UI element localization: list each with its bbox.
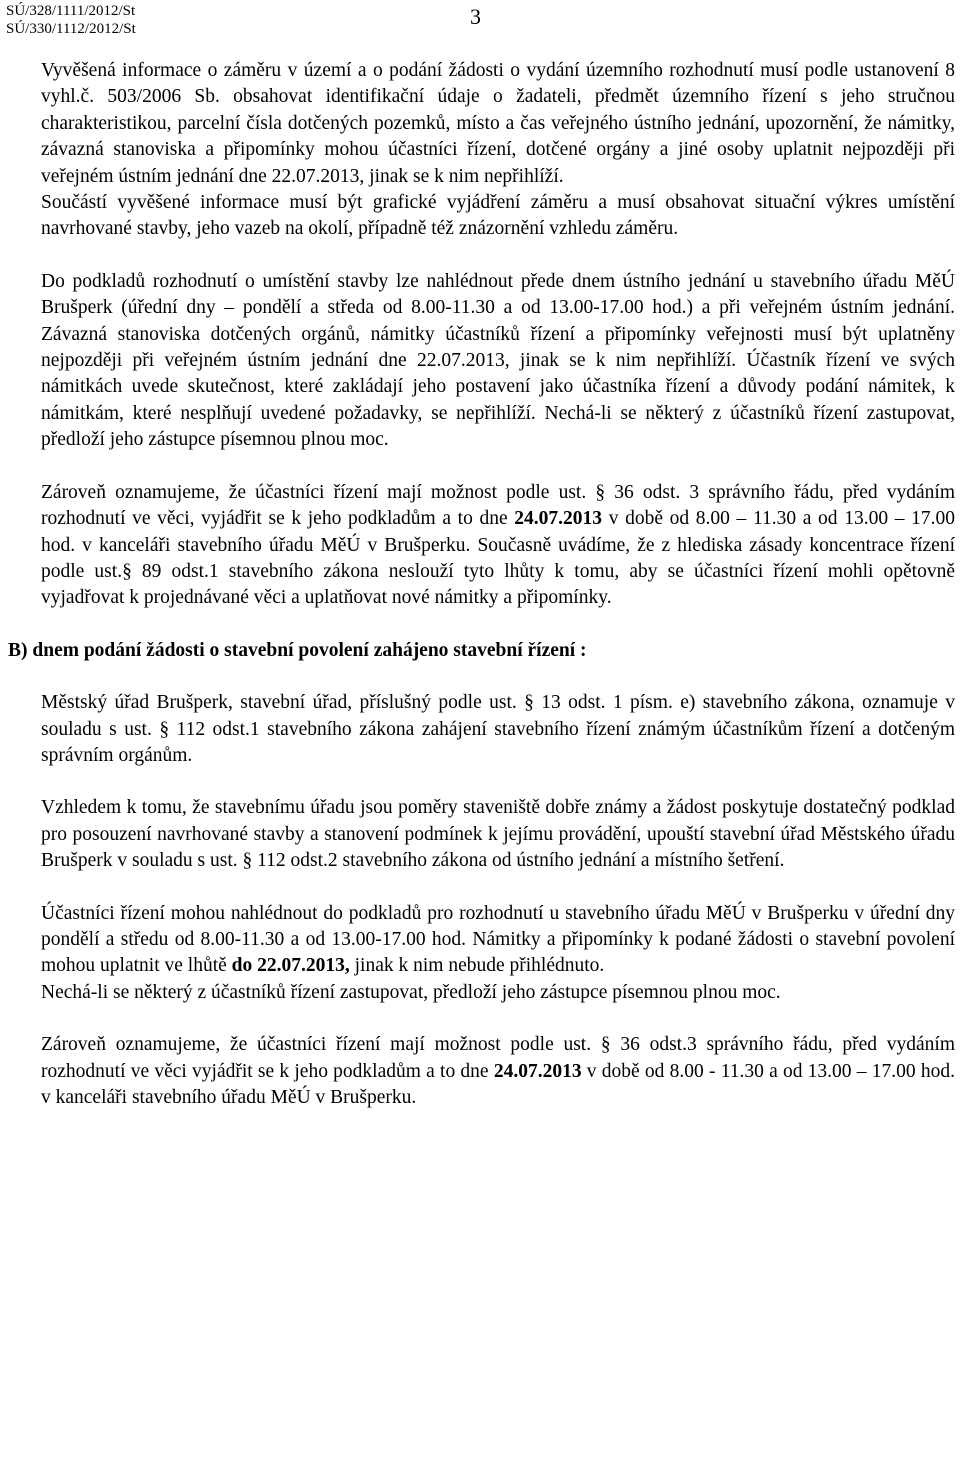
notice-36-text-a: Zároveň oznamujeme, že účastníci řízení mají možnost podle ust. § 36 odst. 3 správního řádu, před vydáním rozhodnutí ve věci, vyjádřit se k jeho podkladům a to dne — [41, 481, 955, 530]
notice-36b-text-b: v době od 8.00 - 11.30 a od 13.00 – 17.00 hod. v kanceláři stavebního úřadu MěÚ v Brušperku. — [41, 1060, 955, 1108]
participants-text-a: Účastníci řízení mohou nahlédnout do podkladů pro rozhodnutí u stavebního úřadu MěÚ v Brušperku v úřední dny pondělí a středu od 8.00-11.30 a od 13.00-17.00 hod. Námitky a připomínky k podané žádosti o stavební povolení mohou uplatnit ve lhůtě — [41, 902, 955, 977]
file-reference-block — [6, 2, 136, 38]
paragraph-notice-36 — [41, 480, 955, 612]
paragraph-representation: Nechá-li se některý z účastníků řízení zastupovat, předloží jeho zástupce písemnou plnou moc. — [41, 981, 781, 1003]
document-body — [8, 58, 955, 1111]
notice-36b-text-a: Zároveň oznamujeme, že účastníci řízení mají možnost podle ust. § 36 odst.3 správního řádu, před vydáním rozhodnutí ve věci vyjádřit se k jeho podkladům a to dne — [41, 1034, 955, 1082]
paragraph-site-conditions: Vzhledem k tomu, že stavebnímu úřadu jsou poměry staveniště dobře známy a žádost poskytuje dostatečný podklad pro posouzení navrhované stavby a stanovení podmínek k jejímu provádění, upouští stavební úřad Městského úřadu Brušperk v souladu s ust. § 112 odst.2 stavebního zákona od ústního jednání a místního šetření. — [41, 797, 955, 872]
paragraph-posted-info: Vyvěšená informace o záměru v území a o podání žádosti o vydání územního rozhodnutí musí podle ustanovení 8 vyhl.č. 503/2006 Sb. obsahovat identifikační údaje o žadateli, předmět územního řízení s jeho stručnou charakteristikou, parcelní čísla dotčených pozemků, místo a čas veřejného ústního jednání, upozornění, že námitky, závazná stanoviska a připomínky mohou účastníci řízení, dotčené orgány a jiné osoby uplatnit nejpozději při veřejném ústním jednání dne 22.07.2013, jinak se k nim nepřihlíží. — [41, 60, 955, 187]
file-reference-2: SÚ/330/1112/2012/St — [6, 21, 136, 37]
notice-36-text-b: v době od 8.00 – 11.30 a od 13.00 – 17.00 hod. v kanceláři stavebního úřadu MěÚ v Brušperku. Současně uvádíme, že z hlediska zásady koncentrace řízení podle ust.§ 89 odst.1 stavebního zákona neslouží tyto lhůty k tomu, aby se účastníci řízení mohli opětovně vyjadřovat k projednávané věci a uplatňovat nové námitky a připomínky. — [41, 508, 955, 609]
participants-deadline: do 22.07.2013, — [231, 955, 350, 977]
notice-36b-date: 24.07.2013 — [493, 1060, 582, 1082]
paragraph-documents-access: Do podkladů rozhodnutí o umístění stavby lze nahlédnout přede dnem ústního jednání u stavebního úřadu MěÚ Brušperk (úřední dny – pondělí a středa od 8.00-11.30 a od 13.00-17.00 hod.) a při veřejném ústním jednání. Závazná stanoviska dotčených orgánů, námitky účastníků řízení a připomínky veřejnosti musí být uplatněny nejpozději při veřejném ústním jednání dne 22.07.2013, jinak se k nim nepřihlíží. Účastník řízení ve svých námitkách uvede skutečnost, které zakládají jeho postavení jako účastníka řízení a důvody podání námitek, k námitkám, které nesplňují uvedené požadavky, se nepřihlíží. Nechá-li se některý z účastníků řízení zastupovat, předloží jeho zástupce písemnou plnou moc. — [41, 270, 955, 451]
paragraph-notice-36-second — [41, 1032, 955, 1111]
paragraph-participants-access — [41, 901, 955, 980]
participants-text-b: jinak k nim nebude přihlédnuto. — [349, 955, 605, 977]
paragraph-graphic-part: Součástí vyvěšené informace musí být grafické vyjádření záměru a musí obsahovat situační výkres umístění navrhované stavby, jeho vazeb na okolí, případně též znázornění vzhledu záměru. — [41, 192, 955, 240]
paragraph-building-office: Městský úřad Brušperk, stavební úřad, příslušný podle ust. § 13 odst. 1 písm. e) stavebního zákona, oznamuje v souladu s ust. § 112 odst.1 stavebního zákona zahájení stavebního řízení známým účastníkům řízení a dotčeným správním orgánům. — [41, 692, 955, 766]
page-number: 3 — [470, 4, 481, 29]
file-reference-1: SÚ/328/1111/2012/St — [6, 3, 136, 19]
notice-36-date: 24.07.2013 — [514, 508, 603, 530]
section-b-heading: B) dnem podání žádosti o stavební povolení zahájeno stavební řízení : — [8, 639, 587, 661]
